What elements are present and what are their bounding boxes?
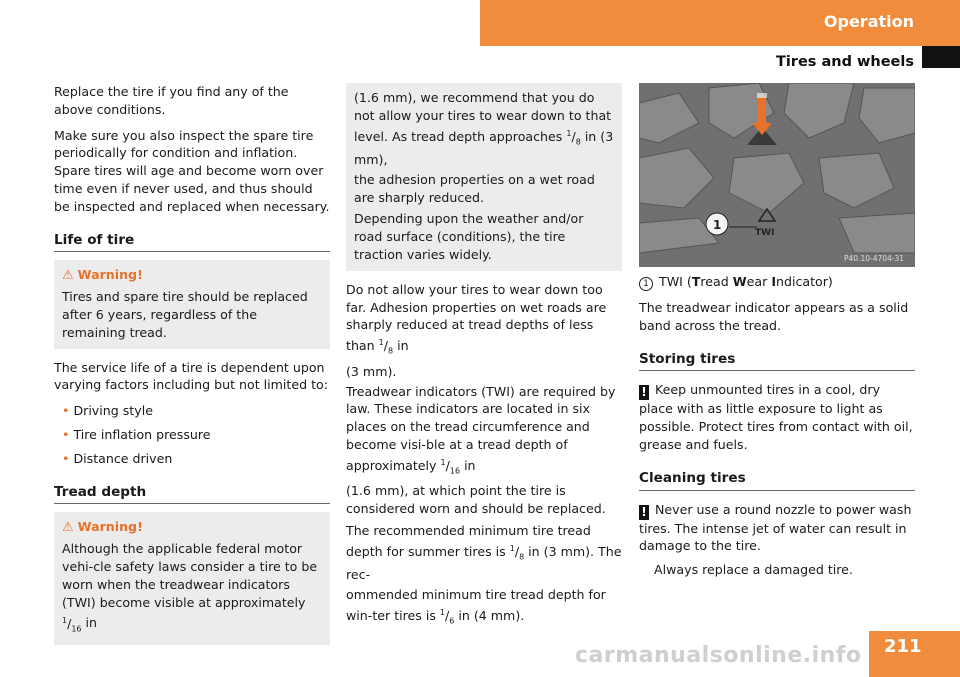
- callout-1: 1: [713, 218, 722, 232]
- warning-box-tread: [54, 512, 330, 644]
- paragraph-twi: Treadwear indicators (TWI) are required by law. These indicators are located in six places on the tread circumference and become visi-ble at a tread depth of approximately $^1/_{16}$ in: [346, 383, 616, 476]
- watermark: carmanualsonline.info: [575, 643, 862, 668]
- intro-paragraph-2: Make sure you also inspect the spare tire periodically for condition and inflation. Spare tires will age and become worn over time even if never used, and thus should be inspected and replaced when necessary.: [54, 127, 330, 214]
- heading-life-of-tire: Life of tire: [54, 232, 330, 253]
- section-title: Operation: [823, 12, 914, 31]
- tread-diagram: [639, 83, 915, 267]
- list-item: • Driving style: [62, 403, 153, 419]
- paragraph-min-depth: The recommended minimum tire tread depth for summer tires is $^1/_8$ in (3 mm). The rec-: [346, 522, 622, 583]
- paragraph-twi-b: (1.6 mm), at which point the tire is considered worn and should be replaced.: [346, 483, 606, 517]
- paragraph-min-depth-b: ommended minimum tire tread depth for win-ter tires is $^1/_6$ in (4 mm).: [346, 586, 606, 626]
- continued-warning-box: [346, 83, 622, 271]
- page-number: 211: [884, 636, 922, 657]
- warning-box-life: [54, 260, 330, 348]
- subsection-title: Tires and wheels: [775, 54, 914, 70]
- header-tab-marker: [922, 46, 960, 68]
- storing-note: ! Keep unmounted tires in a cool, dry place with as little exposure to light as possible. Protect tires from contact with oil, grease and fuels.: [639, 382, 913, 452]
- twi-label: TWI: [755, 228, 775, 238]
- paragraph-wear: Do not allow your tires to wear down too far. Adhesion properties on wet roads are sharply reduced at tread depths of less than $^1/_8$ in: [346, 281, 607, 356]
- caution-icon: !: [639, 385, 649, 400]
- column-middle: [346, 83, 622, 638]
- list-item: • Distance driven: [62, 450, 173, 466]
- warning-icon: ⚠: [62, 268, 74, 284]
- warning-text: Tires and spare tire should be replaced after 6 years, regardless of the remaining tread.: [62, 289, 308, 340]
- column-right: [639, 273, 915, 579]
- warning-text: Although the applicable federal motor vehi-cle safety laws consider a tire to be worn when the treadwear indicators (TWI) become visible at approximately $^1/_{16}$ in: [62, 541, 318, 634]
- heading-tread-depth: Tread depth: [54, 484, 330, 505]
- warning-icon: ⚠: [62, 520, 74, 536]
- twi-description: The treadwear indicator appears as a solid band across the tread.: [639, 300, 909, 333]
- heading-cleaning-tires: Cleaning tires: [639, 470, 915, 491]
- warning-title: ⚠ Warning!: [62, 267, 143, 284]
- paragraph-wear-b: (3 mm).: [346, 363, 397, 379]
- cleaning-note: ! Never use a round nozzle to power wash tires. The intense jet of water can result in damage to the tire.: [639, 501, 912, 554]
- service-life-paragraph: The service life of a tire is dependent upon varying factors including but not limited to:: [54, 359, 328, 393]
- box-paragraph-1: (1.6 mm), we recommend that you do not allow your tires to wear down to that level. As tread depth approaches $^1/_8$ in (3 mm),: [354, 90, 614, 168]
- image-caption: 1 TWI (Tread Wear Indicator): [639, 273, 915, 291]
- tread-illustration: [639, 83, 915, 267]
- box-paragraph-1b: the adhesion properties on a wet road are sharply reduced.: [354, 171, 595, 205]
- column-left: [54, 83, 330, 645]
- box-paragraph-2: Depending upon the weather and/or road surface (conditions), the tire traction varies widely.: [354, 211, 584, 263]
- intro-paragraph-1: Replace the tire if you find any of the above conditions.: [54, 84, 289, 117]
- caution-icon: !: [639, 505, 649, 520]
- list-item: • Tire inflation pressure: [62, 426, 211, 442]
- factor-list: [54, 402, 330, 467]
- image-code: P40.10-4704-31: [844, 254, 905, 263]
- warning-title: ⚠ Warning!: [62, 519, 143, 536]
- cleaning-note-2: Always replace a damaged tire.: [654, 562, 853, 578]
- heading-storing-tires: Storing tires: [639, 351, 915, 372]
